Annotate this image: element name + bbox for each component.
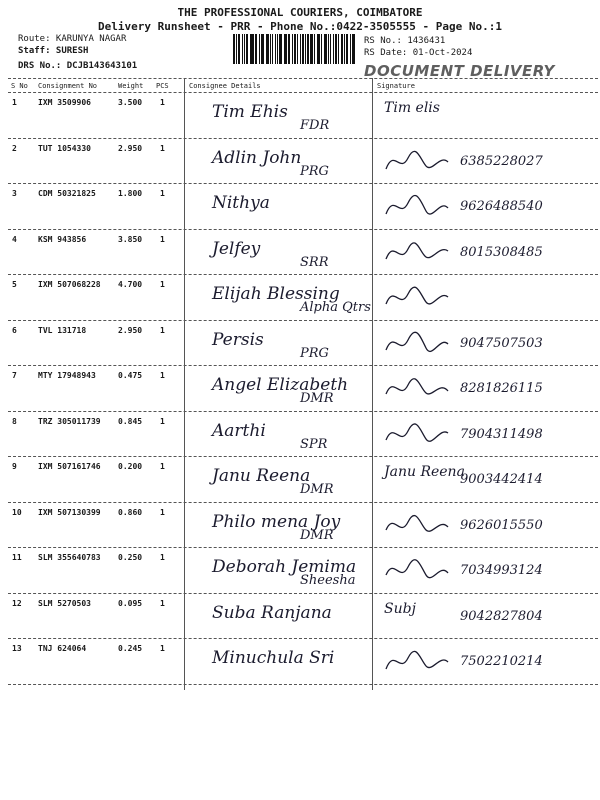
consignee-name: Adlin John [212,147,302,168]
row-rule [8,456,598,457]
signature-scribble [382,144,452,180]
consignee-name: Aarthi [212,420,266,441]
cell-sno: 8 [12,416,17,426]
consignee-name: Tim Ehis [212,102,288,122]
cell-consignment: TVL 131718 [38,325,87,335]
runsheet-subtitle: Delivery Runsheet - PRR - Phone No.:0422-3505555 - Page No.:1 [98,20,502,33]
cell-sno: 13 [12,644,22,653]
consignee-location: PRG [300,163,329,179]
recipient-phone: 9042827804 [460,608,543,624]
cell-pcs: 1 [160,280,165,289]
cell-consignment: TUT 1054330 [38,143,91,153]
row-rule [8,320,598,321]
row-rule [8,547,598,548]
cell-pcs: 1 [160,598,165,608]
recipient-phone: 6385228027 [460,153,543,169]
col-header-consignee: Consignee Details [189,82,261,90]
consignee-location: DMR [300,482,334,497]
cell-sno: 4 [12,234,17,244]
recipient-phone: 9626488540 [460,199,543,214]
cell-sno: 10 [12,507,22,517]
consignee-location: SPR [300,436,328,452]
recipient-phone: 7904311498 [460,426,543,442]
consignee-location: FDR [300,118,330,133]
table-top-rule [8,78,598,79]
route-label: Route: KARUNYA NAGAR [18,34,127,44]
consignee-location: DMR [300,527,334,543]
consignee-name: Persis [212,329,264,350]
cell-weight: 0.095 [118,598,143,608]
cell-consignment: IXM 507130399 [38,507,101,517]
cell-weight: 3.850 [118,234,143,244]
cell-sno: 5 [12,280,17,289]
row-rule [8,365,598,366]
cell-weight: 0.475 [118,371,143,380]
cell-weight: 0.845 [118,416,143,426]
signature-scribble [382,189,452,225]
cell-pcs: 1 [160,189,165,198]
cell-weight: 4.700 [118,280,143,289]
consignee-name: Minuchula Sri [212,648,335,668]
consignee-divider [184,78,185,690]
col-header-sno: S No [11,82,28,90]
cell-consignment: SLM 5270503 [38,598,91,608]
col-header-weight: Weight [118,82,144,90]
consignee-location: DMR [300,391,334,406]
document-delivery-stamp: DOCUMENT DELIVERY [364,62,555,80]
recipient-phone: 7034993124 [460,563,543,578]
signature-scribble [382,553,452,589]
col-header-pcs: PCS [156,82,169,90]
rs-date: RS Date: 01-Oct-2024 [364,48,473,58]
consignee-name: Suba Ranjana [212,602,332,623]
recipient-phone: 8281826115 [460,381,543,396]
cell-weight: 0.245 [118,644,143,653]
col-header-signature: Signature [377,82,415,90]
row-rule [8,638,598,639]
cell-sno: 11 [12,553,22,562]
signature-scribble [382,644,452,680]
barcode [233,34,357,64]
cell-pcs: 1 [160,507,165,517]
signature-scribble [382,371,452,407]
recipient-phone: 8015308485 [460,244,543,260]
consignee-location: Sheesha [300,573,356,588]
signature-text: Tim elis [384,100,440,116]
signature-scribble [382,508,452,544]
cell-sno: 9 [12,462,17,471]
cell-pcs: 1 [160,371,165,380]
cell-consignment: IXM 507068228 [38,280,101,289]
staff-label: Staff: SURESH [18,46,89,56]
row-rule [8,502,598,503]
row-rule [8,274,598,275]
cell-pcs: 1 [160,416,165,426]
cell-pcs: 1 [160,325,165,335]
consignee-name: Elijah Blessing [212,284,340,304]
cell-pcs: 1 [160,553,165,562]
cell-pcs: 1 [160,234,165,244]
rs-number: RS No.: 1436431 [364,36,446,46]
cell-consignment: MTY 17948943 [38,371,96,380]
cell-sno: 6 [12,325,17,335]
cell-sno: 7 [12,371,17,380]
signature-scribble [382,235,452,271]
signature-text: Subj [384,600,416,617]
cell-weight: 3.500 [118,98,143,107]
signature-scribble [382,280,452,316]
recipient-phone: 7502210214 [460,654,543,669]
company-title: THE PROFESSIONAL COURIERS, COIMBATORE [177,6,423,19]
drs-number: DRS No.: DCJB143643101 [18,61,138,71]
row-rule [8,411,598,412]
cell-weight: 0.250 [118,553,143,562]
consignee-name: Angel Elizabeth [212,375,349,395]
col-header-consignment: Consignment No [38,82,98,90]
header-rule [8,92,598,93]
cell-pcs: 1 [160,644,165,653]
cell-sno: 2 [12,143,17,153]
consignee-name: Janu Reena [212,466,311,486]
cell-pcs: 1 [160,462,165,471]
row-rule [8,183,598,184]
consignee-location: PRG [300,345,329,361]
cell-consignment: IXM 3509906 [38,98,91,107]
cell-consignment: IXM 507161746 [38,462,101,471]
cell-consignment: TRZ 305011739 [38,416,101,426]
signature-divider [372,78,373,690]
recipient-phone: 9047507503 [460,335,543,351]
cell-consignment: TNJ 624064 [38,644,87,653]
row-rule [8,593,598,594]
cell-sno: 1 [12,98,17,107]
consignee-location: SRR [300,254,329,270]
cell-sno: 12 [12,598,22,608]
signature-text: Janu Reena [384,464,465,480]
cell-weight: 2.950 [118,143,143,153]
row-rule [8,684,598,685]
cell-weight: 2.950 [118,325,143,335]
cell-pcs: 1 [160,143,165,153]
row-rule [8,138,598,139]
cell-consignment: SLM 355640783 [38,553,101,562]
recipient-phone: 9626015550 [460,517,543,533]
consignee-name: Jelfey [212,238,261,259]
cell-weight: 1.800 [118,189,143,198]
cell-consignment: KSM 943856 [38,234,87,244]
row-rule [8,229,598,230]
consignee-name: Deborah Jemima [212,557,357,577]
signature-scribble [382,326,452,362]
signature-scribble [382,417,452,453]
cell-consignment: CDM 50321825 [38,189,96,198]
cell-weight: 0.860 [118,507,143,517]
cell-sno: 3 [12,189,17,198]
consignee-location: Alpha Qtrs [300,300,371,315]
consignee-name: Nithya [212,193,270,213]
cell-pcs: 1 [160,98,165,107]
recipient-phone: 9003442414 [460,472,543,487]
consignee-name: Philo mena Joy [212,511,341,532]
cell-weight: 0.200 [118,462,143,471]
